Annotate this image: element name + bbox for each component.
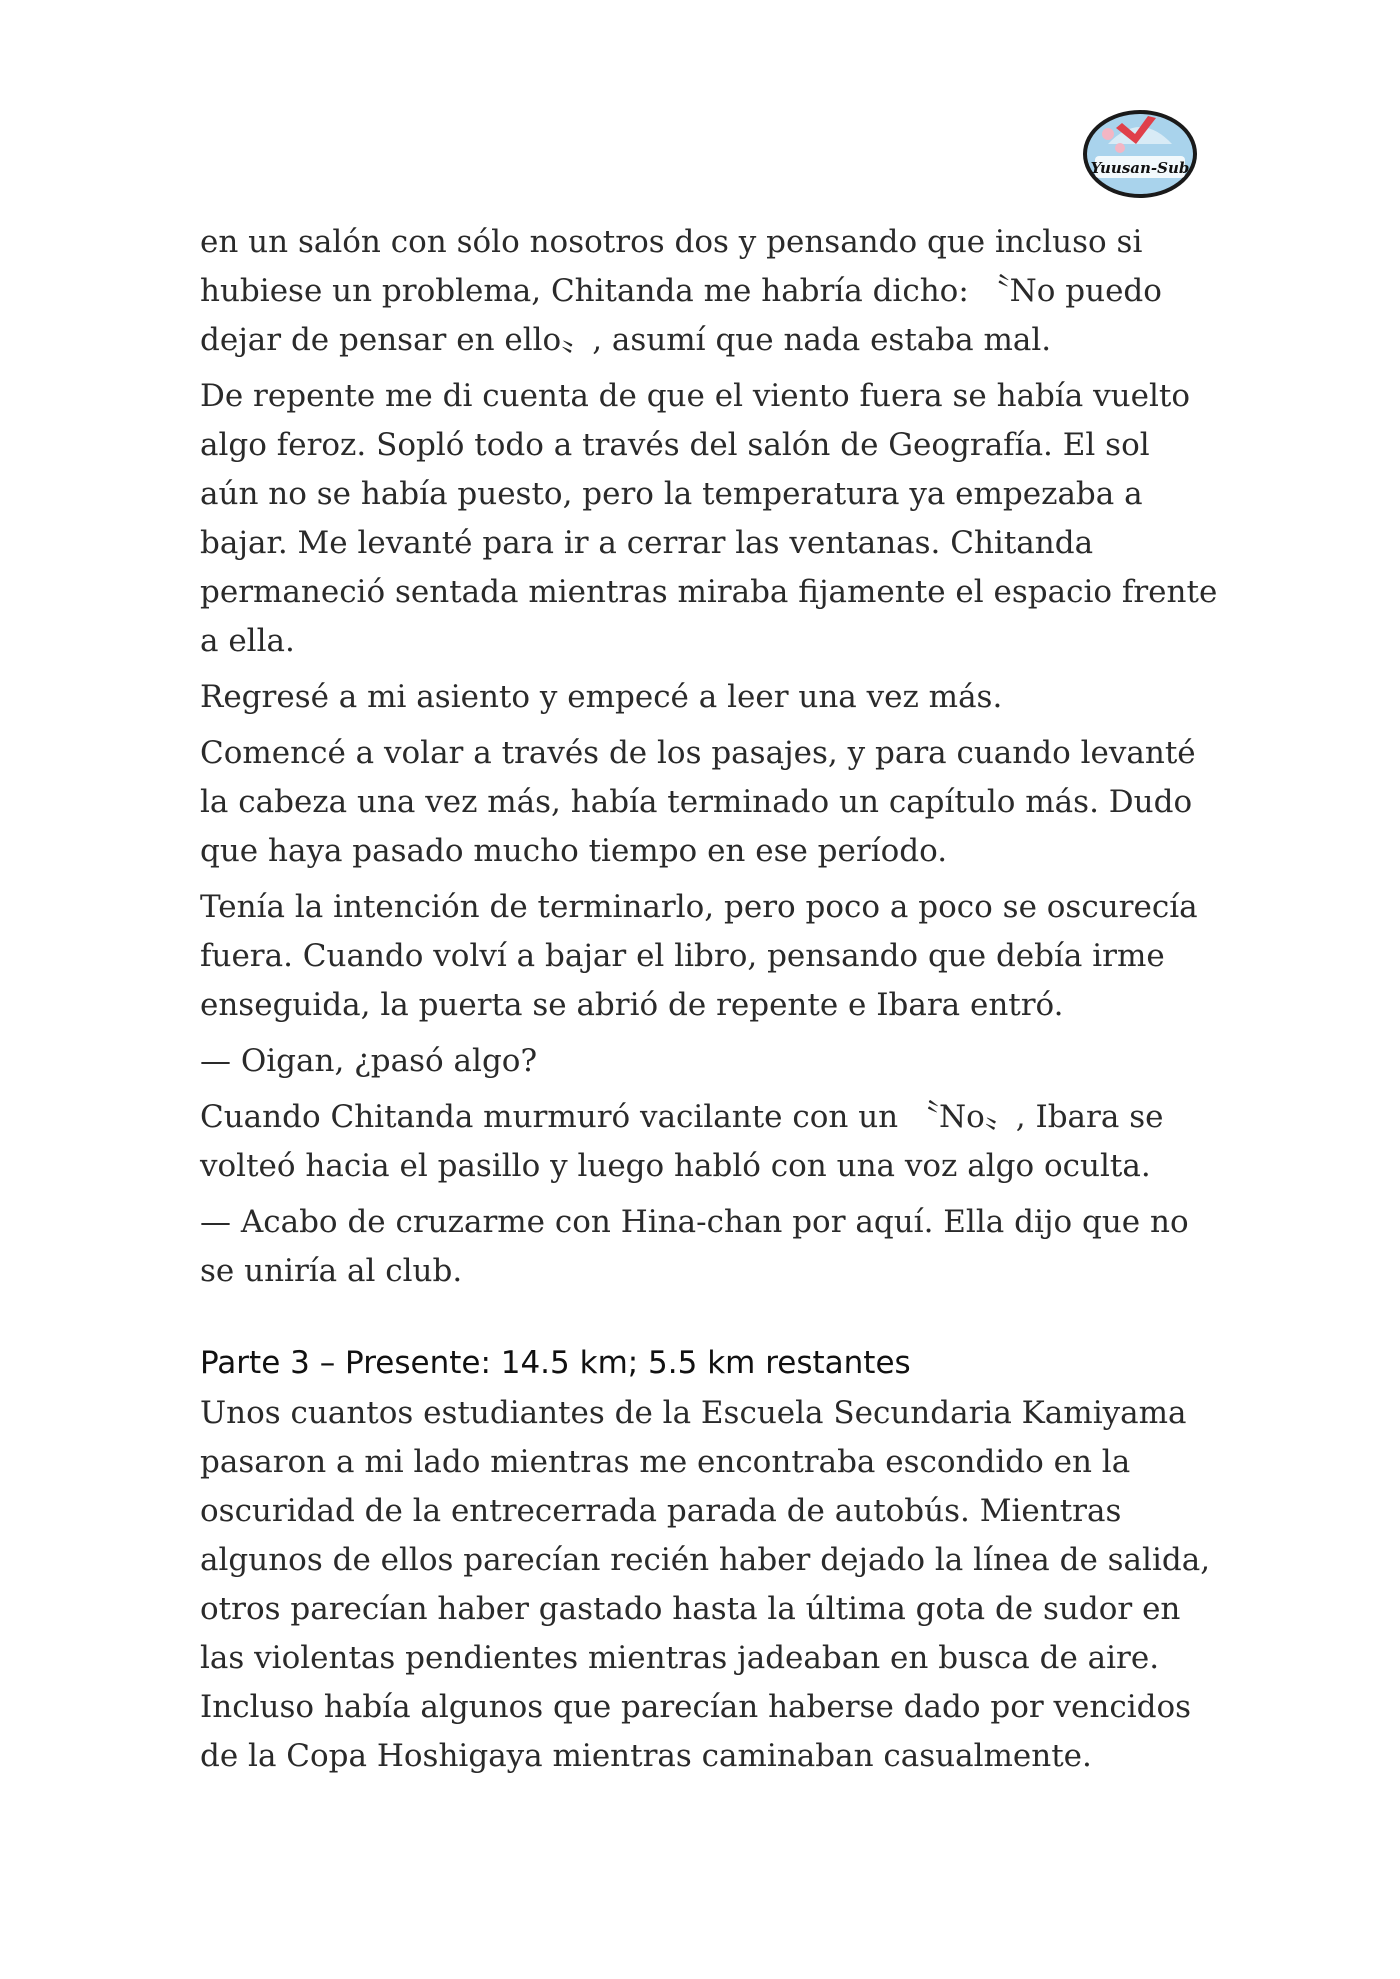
section-heading: Parte 3 – Presente: 14.5 km; 5.5 km restantes bbox=[200, 1345, 911, 1381]
body-text bbox=[200, 218, 1218, 1788]
text-line: oscuridad de la entrecerrada parada de autobús. Mientras bbox=[200, 1493, 1122, 1529]
text-line: hubiese un problema, Chitanda me habría dicho: 〝No puedo bbox=[200, 273, 1162, 309]
yuusan-sub-logo bbox=[1078, 104, 1202, 200]
text-line: que haya pasado mucho tiempo en ese período. bbox=[200, 833, 948, 869]
text-line: algunos de ellos parecían recién haber dejado la línea de salida, bbox=[200, 1542, 1211, 1578]
text-line: algo feroz. Sopló todo a través del salón de Geografía. El sol bbox=[200, 427, 1150, 463]
paragraphs-before bbox=[200, 218, 1218, 1296]
text-line: bajar. Me levanté para ir a cerrar las ventanas. Chitanda bbox=[200, 525, 1094, 561]
text-line: volteó hacia el pasillo y luego habló con una voz algo oculta. bbox=[200, 1148, 1151, 1184]
text-line: se uniría al club. bbox=[200, 1253, 463, 1289]
text-line: Cuando Chitanda murmuró vacilante con un 〝No〟, Ibara se bbox=[200, 1099, 1164, 1135]
text-line: Regresé a mi asiento y empecé a leer una vez más. bbox=[200, 679, 1003, 715]
text-line: otros parecían haber gastado hasta la última gota de sudor en bbox=[200, 1591, 1181, 1627]
paragraph bbox=[200, 218, 1200, 365]
text-line: las violentas pendientes mientras jadeaban en busca de aire. bbox=[200, 1640, 1160, 1676]
paragraph bbox=[200, 729, 1200, 876]
text-line: De repente me di cuenta de que el viento fuera se había vuelto bbox=[200, 378, 1191, 414]
text-line: la cabeza una vez más, había terminado un capítulo más. Dudo bbox=[200, 784, 1193, 820]
text-line: Comencé a volar a través de los pasajes, y para cuando levanté bbox=[200, 735, 1196, 771]
paragraph bbox=[200, 1198, 1200, 1296]
text-line: fuera. Cuando volví a bajar el libro, pensando que debía irme bbox=[200, 938, 1165, 974]
text-line: — Acabo de cruzarme con Hina-chan por aquí. Ella dijo que no bbox=[200, 1204, 1189, 1240]
text-line: Tenía la intención de terminarlo, pero poco a poco se oscurecía bbox=[200, 889, 1198, 925]
paragraph bbox=[200, 673, 1200, 722]
text-line: en un salón con sólo nosotros dos y pensando que incluso si bbox=[200, 224, 1143, 260]
paragraphs-after bbox=[200, 1389, 1211, 1781]
paragraph bbox=[200, 372, 1218, 666]
text-line: de la Copa Hoshigaya mientras caminaban casualmente. bbox=[200, 1738, 1092, 1774]
text-line: dejar de pensar en ello〟, asumí que nada estaba mal. bbox=[200, 322, 1052, 358]
text-line: — Oigan, ¿pasó algo? bbox=[200, 1043, 538, 1079]
text-line: permaneció sentada mientras miraba fijamente el espacio frente bbox=[200, 574, 1218, 610]
paragraph bbox=[200, 1093, 1200, 1191]
text-line: Incluso había algunos que parecían haberse dado por vencidos bbox=[200, 1689, 1192, 1725]
paragraph bbox=[200, 883, 1200, 1030]
text-line: enseguida, la puerta se abrió de repente e Ibara entró. bbox=[200, 987, 1064, 1023]
paragraph bbox=[200, 1389, 1211, 1781]
text-line: a ella. bbox=[200, 623, 295, 659]
paragraph bbox=[200, 1037, 1200, 1086]
logo-text: Yuusan-Sub bbox=[1090, 159, 1190, 177]
text-line: Unos cuantos estudiantes de la Escuela Secundaria Kamiyama bbox=[200, 1395, 1187, 1431]
text-line: aún no se había puesto, pero la temperatura ya empezaba a bbox=[200, 476, 1143, 512]
text-line: pasaron a mi lado mientras me encontraba escondido en la bbox=[200, 1444, 1131, 1480]
